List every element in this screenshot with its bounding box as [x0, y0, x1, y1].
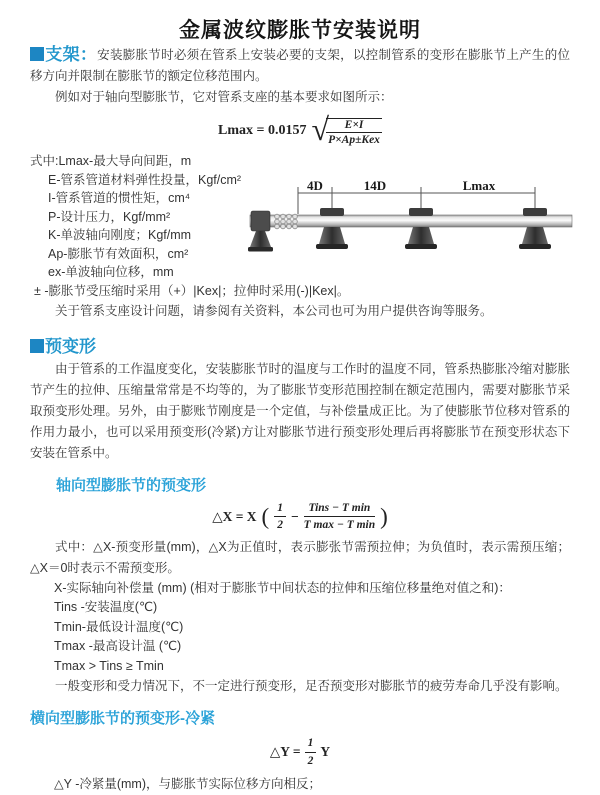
lateral-coldpull-formula: [30, 736, 570, 768]
lateral-subsection-heading: 横向型膨胀节的预变形-冷紧: [30, 710, 215, 728]
guide-support: [405, 208, 437, 249]
support-heading-label: 支架：: [45, 45, 98, 64]
definition-item: K-单波轴向刚度；Kgf/mm: [48, 228, 192, 242]
fraction-numerator: 1: [305, 736, 317, 752]
definitions-and-diagram: [30, 152, 570, 324]
fraction-numerator: 1: [274, 501, 286, 517]
support-section-heading: [30, 45, 97, 64]
fraction-denominator: T max − T min: [303, 519, 376, 532]
temperature-fraction: [304, 501, 376, 533]
definition-item: 式中:Lmax-最大导向间距，m: [30, 154, 192, 168]
document-content: [0, 44, 600, 795]
support-intro-text: 安装膨胀节时必须在管系上安装必要的支架，以控制管系的变形在膨胀节上产生的位移方向并限制在膨胀节的额定位移范围内。: [30, 48, 570, 83]
formula-lhs: △Y =: [269, 744, 301, 760]
minus-sign: −: [290, 508, 299, 524]
section-marker-icon: [30, 339, 44, 353]
pipe: [250, 215, 572, 227]
lateral-explain-line: △Y -冷紧量(mm)，与膨胀节实际位移方向相反；: [54, 777, 322, 791]
fraction-denominator: 2: [307, 754, 314, 767]
dimension-labels: [307, 178, 496, 193]
guide-support: [316, 208, 348, 249]
axial-predeform-formula: [30, 501, 570, 533]
axial-explain-paragraph: 式中：△X-预变形量(mm)，△X为正值时，表示膨张节需预拉伸；为负值时，表示需预压缩；△X＝0时表示不需预变形。: [30, 539, 570, 575]
pipe-support-diagram: [248, 180, 598, 284]
definition-item: X-实际轴向补偿量 (mm) (相对于膨胀节中间状态的拉伸和压缩位移量绝对值之和)：: [54, 580, 511, 595]
axial-note-line: 一般变形和受力情况下，不一定进行预变形，足否预变形对膨胀节的疲劳寿命几乎没有影响。: [55, 679, 568, 694]
fraction-half: [305, 736, 317, 768]
fraction-half: [274, 501, 286, 533]
fraction-numerator: Tins − T min: [304, 501, 376, 517]
formula-rhs: Y: [320, 744, 331, 760]
predeform-section-heading: [30, 332, 570, 357]
definition-item: Tins -安装温度(℃): [54, 600, 158, 615]
left-paren: (: [261, 504, 270, 530]
predeform-heading-label: 预变形: [45, 337, 96, 356]
formula-lhs: △X = X: [212, 508, 257, 524]
predeform-paragraph: 由于管系的工作温度变化，安装膨胀节时的温度与工作时的温度不同，管系热膨胀冷缩对膨胀节产生的拉伸、压缩量常常是不均等的，为了膨胀节变形范围控制在额定范围内，需要对膨胀节采取预变形处理。另外，由于膨账节刚度是一个定值，与补偿量成正比。为了使膨胀节位移对管系的作用力最小，也可以采用预变形(冷紧)方让对膨胀节进行预变形处理后再将膨胀节在预变形状态下安装在管系中。: [30, 362, 570, 460]
fraction-numerator: E×I: [326, 119, 382, 133]
square-root-expression: [311, 111, 382, 147]
section-marker-icon: [30, 47, 44, 61]
guide-spacing-formula: [30, 111, 570, 147]
definition-item: ± -膨胀节受压缩时采用（+）|Kex|；拉伸时采用(-)|Kex|。: [34, 283, 350, 298]
support-intro-paragraph: [30, 44, 570, 87]
axial-subsection-heading: 轴向型膨胀节的预变形: [56, 477, 207, 494]
axial-definition-list: [30, 579, 570, 677]
support-example-line: 例如对于轴向型膨胀节，它对管系支座的基本要求如图所示：: [55, 90, 393, 104]
definition-item: I-管系管道的惯性矩，cm⁴: [48, 191, 191, 205]
definition-item: Tmax -最高设计温 (℃): [54, 639, 182, 654]
support-note: 关于管系支座设计问题，请参阅有关资料，本公司也可为用户提供咨询等服务。: [55, 304, 493, 318]
fraction-denominator: 2: [277, 519, 283, 532]
dimension-label-lmax: Lmax: [462, 178, 496, 193]
formula-lhs: Lmax = 0.0157: [218, 123, 307, 138]
fraction-under-root: [326, 118, 382, 146]
definition-item: Tmax > Tins ≥ Tmin: [54, 658, 164, 673]
definition-item: E-管系管道材料弹性投量，Kgf/cm²: [48, 172, 242, 187]
sqrt-sign-icon: √: [311, 111, 330, 147]
definition-item: Tmin-最低设计温度(℃): [54, 619, 184, 634]
fraction-denominator: P×Ap±Kex: [328, 134, 380, 146]
dimension-label-14d: 14D: [363, 178, 387, 193]
definition-item: ex-单波轴向位移，mm: [48, 265, 174, 279]
definition-item: P-设计压力，Kgf/mm²: [48, 209, 171, 224]
page-title: 金属波纹膨胀节安装说明: [179, 19, 421, 42]
dimension-label-4d: 4D: [307, 178, 323, 193]
definition-item: Ap-膨胀节有效面积，cm²: [48, 246, 189, 261]
anchor-support: [248, 211, 273, 252]
guide-support: [519, 208, 551, 249]
right-paren: ): [380, 504, 388, 530]
